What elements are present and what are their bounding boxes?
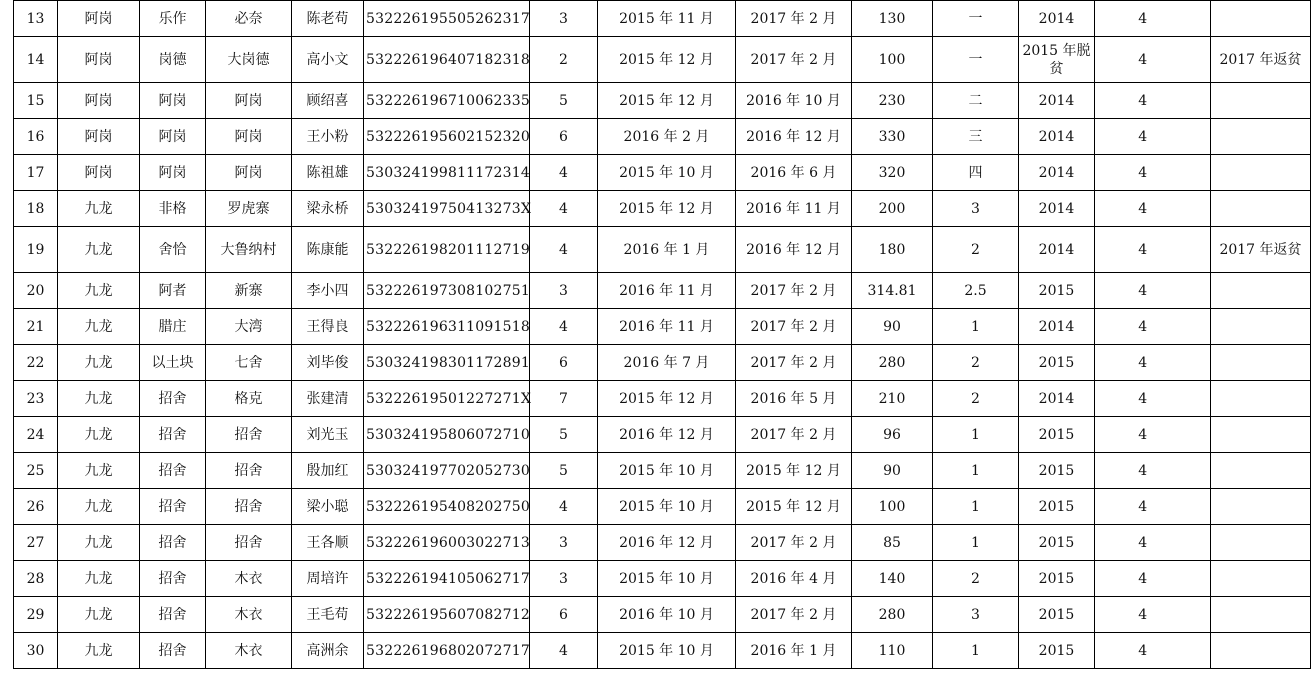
cell-grade: 4 — [1095, 309, 1191, 345]
cell-id-number: 532226194105062717 — [364, 561, 530, 597]
cell-township: 九龙 — [58, 525, 140, 561]
table-row — [14, 453, 1311, 489]
cell-spacer — [1191, 309, 1211, 345]
table-row — [14, 525, 1311, 561]
cell-township: 九龙 — [58, 191, 140, 227]
cell-end-date: 2016 年 1 月 — [736, 633, 852, 669]
cell-start-date: 2016 年 1 月 — [598, 227, 736, 273]
cell-id-number: 532226196710062335 — [364, 83, 530, 119]
cell-village: 以土块 — [140, 345, 206, 381]
cell-id-number: 530324197702052730 — [364, 453, 530, 489]
cell-area: 280 — [852, 345, 933, 381]
cell-spacer — [1191, 597, 1211, 633]
cell-start-date: 2015 年 11 月 — [598, 1, 736, 37]
cell-year: 2015 — [1019, 525, 1095, 561]
cell-start-date: 2015 年 10 月 — [598, 561, 736, 597]
cell-area: 96 — [852, 417, 933, 453]
cell-township: 九龙 — [58, 273, 140, 309]
cell-village: 招舍 — [140, 381, 206, 417]
cell-id-number: 532226195505262317 — [364, 1, 530, 37]
cell-level: 1 — [933, 633, 1019, 669]
table-row — [14, 597, 1311, 633]
cell-name: 高小文 — [292, 37, 364, 83]
cell-spacer — [1191, 453, 1211, 489]
cell-level: 2 — [933, 381, 1019, 417]
cell-household-size: 5 — [530, 417, 598, 453]
cell-area: 280 — [852, 597, 933, 633]
cell-level: 2 — [933, 561, 1019, 597]
cell-level: 1 — [933, 525, 1019, 561]
cell-level: 2.5 — [933, 273, 1019, 309]
table-row — [14, 37, 1311, 83]
cell-grade: 4 — [1095, 417, 1191, 453]
cell-household-size: 3 — [530, 561, 598, 597]
cell-name: 殷加红 — [292, 453, 364, 489]
cell-spacer — [1191, 191, 1211, 227]
cell-grade: 4 — [1095, 381, 1191, 417]
cell-id-number: 532226196311091518 — [364, 309, 530, 345]
cell-year: 2015 — [1019, 633, 1095, 669]
cell-area: 90 — [852, 309, 933, 345]
cell-grade: 4 — [1095, 633, 1191, 669]
cell-township: 阿岗 — [58, 119, 140, 155]
cell-name: 周培许 — [292, 561, 364, 597]
cell-township: 九龙 — [58, 381, 140, 417]
cell-name: 李小四 — [292, 273, 364, 309]
table-row — [14, 381, 1311, 417]
cell-group: 阿岗 — [206, 155, 292, 191]
cell-id-number: 530324195806072710 — [364, 417, 530, 453]
cell-group: 大湾 — [206, 309, 292, 345]
cell-note — [1211, 525, 1311, 561]
household-table — [13, 0, 1311, 669]
cell-year: 2014 — [1019, 119, 1095, 155]
cell-household-size: 4 — [530, 309, 598, 345]
cell-note: 2017 年返贫 — [1211, 227, 1311, 273]
cell-group: 招舍 — [206, 453, 292, 489]
cell-household-size: 4 — [530, 489, 598, 525]
cell-spacer — [1191, 381, 1211, 417]
cell-year: 2015 — [1019, 273, 1095, 309]
cell-end-date: 2016 年 12 月 — [736, 119, 852, 155]
cell-group: 大鲁纳村 — [206, 227, 292, 273]
cell-number: 17 — [14, 155, 58, 191]
cell-end-date: 2016 年 12 月 — [736, 227, 852, 273]
cell-spacer — [1191, 417, 1211, 453]
cell-village: 招舍 — [140, 561, 206, 597]
cell-id-number: 532226196802072717 — [364, 633, 530, 669]
cell-township: 阿岗 — [58, 155, 140, 191]
cell-grade: 4 — [1095, 191, 1191, 227]
cell-grade: 4 — [1095, 489, 1191, 525]
cell-start-date: 2015 年 12 月 — [598, 37, 736, 83]
cell-start-date: 2016 年 11 月 — [598, 273, 736, 309]
cell-spacer — [1191, 155, 1211, 191]
cell-area: 314.81 — [852, 273, 933, 309]
cell-id-number: 530324198301172891 — [364, 345, 530, 381]
cell-group: 七舍 — [206, 345, 292, 381]
cell-township: 阿岗 — [58, 83, 140, 119]
cell-spacer — [1191, 227, 1211, 273]
cell-level: 2 — [933, 227, 1019, 273]
cell-spacer — [1191, 273, 1211, 309]
cell-village: 招舍 — [140, 489, 206, 525]
cell-spacer — [1191, 119, 1211, 155]
cell-group: 木衣 — [206, 561, 292, 597]
cell-number: 24 — [14, 417, 58, 453]
cell-note — [1211, 191, 1311, 227]
cell-number: 14 — [14, 37, 58, 83]
cell-village: 阿岗 — [140, 155, 206, 191]
cell-household-size: 5 — [530, 453, 598, 489]
cell-note — [1211, 489, 1311, 525]
cell-area: 180 — [852, 227, 933, 273]
cell-village: 阿岗 — [140, 119, 206, 155]
cell-start-date: 2015 年 10 月 — [598, 453, 736, 489]
cell-village: 岗德 — [140, 37, 206, 83]
cell-end-date: 2017 年 2 月 — [736, 37, 852, 83]
cell-id-number: 532226195408202750 — [364, 489, 530, 525]
cell-note — [1211, 381, 1311, 417]
table-row — [14, 83, 1311, 119]
cell-township: 九龙 — [58, 633, 140, 669]
cell-spacer — [1191, 83, 1211, 119]
cell-village: 阿岗 — [140, 83, 206, 119]
cell-end-date: 2016 年 4 月 — [736, 561, 852, 597]
cell-start-date: 2016 年 11 月 — [598, 309, 736, 345]
cell-end-date: 2016 年 6 月 — [736, 155, 852, 191]
table-row — [14, 155, 1311, 191]
cell-household-size: 6 — [530, 119, 598, 155]
cell-year: 2014 — [1019, 227, 1095, 273]
cell-id-number: 532226195607082712 — [364, 597, 530, 633]
cell-id-number: 53032419750413273X — [364, 191, 530, 227]
cell-household-size: 7 — [530, 381, 598, 417]
cell-number: 16 — [14, 119, 58, 155]
cell-number: 20 — [14, 273, 58, 309]
cell-group: 阿岗 — [206, 83, 292, 119]
cell-household-size: 4 — [530, 227, 598, 273]
cell-grade: 4 — [1095, 273, 1191, 309]
cell-start-date: 2015 年 12 月 — [598, 83, 736, 119]
cell-note — [1211, 597, 1311, 633]
cell-name: 陈康能 — [292, 227, 364, 273]
cell-end-date: 2017 年 2 月 — [736, 525, 852, 561]
cell-grade: 4 — [1095, 453, 1191, 489]
cell-township: 阿岗 — [58, 1, 140, 37]
cell-group: 罗虎寨 — [206, 191, 292, 227]
cell-level: 三 — [933, 119, 1019, 155]
cell-start-date: 2016 年 12 月 — [598, 525, 736, 561]
cell-household-size: 3 — [530, 273, 598, 309]
table-row — [14, 273, 1311, 309]
cell-number: 19 — [14, 227, 58, 273]
cell-year: 2014 — [1019, 83, 1095, 119]
cell-year: 2015 — [1019, 561, 1095, 597]
cell-village: 舍恰 — [140, 227, 206, 273]
cell-level: 二 — [933, 83, 1019, 119]
cell-group: 招舍 — [206, 525, 292, 561]
cell-name: 顾绍喜 — [292, 83, 364, 119]
cell-year: 2014 — [1019, 381, 1095, 417]
cell-village: 招舍 — [140, 633, 206, 669]
cell-year: 2015 — [1019, 489, 1095, 525]
cell-township: 九龙 — [58, 597, 140, 633]
cell-name: 王得良 — [292, 309, 364, 345]
cell-year: 2014 — [1019, 1, 1095, 37]
table-row — [14, 1, 1311, 37]
cell-name: 梁小聪 — [292, 489, 364, 525]
cell-start-date: 2016 年 10 月 — [598, 597, 736, 633]
cell-start-date: 2015 年 12 月 — [598, 191, 736, 227]
cell-grade: 4 — [1095, 1, 1191, 37]
cell-area: 320 — [852, 155, 933, 191]
cell-note — [1211, 273, 1311, 309]
cell-year: 2015 — [1019, 597, 1095, 633]
cell-id-number: 532226196407182318 — [364, 37, 530, 83]
cell-spacer — [1191, 345, 1211, 381]
cell-area: 330 — [852, 119, 933, 155]
cell-number: 29 — [14, 597, 58, 633]
cell-id-number: 532226196003022713 — [364, 525, 530, 561]
cell-level: 1 — [933, 417, 1019, 453]
cell-note — [1211, 561, 1311, 597]
cell-number: 25 — [14, 453, 58, 489]
table-row — [14, 227, 1311, 273]
cell-end-date: 2016 年 11 月 — [736, 191, 852, 227]
cell-township: 九龙 — [58, 417, 140, 453]
cell-village: 腊庄 — [140, 309, 206, 345]
cell-end-date: 2017 年 2 月 — [736, 417, 852, 453]
cell-area: 110 — [852, 633, 933, 669]
cell-area: 200 — [852, 191, 933, 227]
cell-start-date: 2016 年 7 月 — [598, 345, 736, 381]
cell-number: 23 — [14, 381, 58, 417]
cell-level: 1 — [933, 309, 1019, 345]
cell-village: 招舍 — [140, 417, 206, 453]
cell-number: 18 — [14, 191, 58, 227]
cell-number: 30 — [14, 633, 58, 669]
table-row — [14, 417, 1311, 453]
table-row — [14, 191, 1311, 227]
cell-grade: 4 — [1095, 37, 1191, 83]
cell-grade: 4 — [1095, 83, 1191, 119]
cell-year: 2015 — [1019, 345, 1095, 381]
cell-number: 13 — [14, 1, 58, 37]
cell-grade: 4 — [1095, 119, 1191, 155]
cell-end-date: 2017 年 2 月 — [736, 345, 852, 381]
cell-grade: 4 — [1095, 561, 1191, 597]
cell-level: 1 — [933, 453, 1019, 489]
cell-level: 3 — [933, 597, 1019, 633]
cell-number: 26 — [14, 489, 58, 525]
cell-group: 招舍 — [206, 417, 292, 453]
cell-group: 木衣 — [206, 597, 292, 633]
cell-spacer — [1191, 525, 1211, 561]
cell-id-number: 53222619501227271X — [364, 381, 530, 417]
cell-note — [1211, 1, 1311, 37]
cell-household-size: 4 — [530, 191, 598, 227]
table-row — [14, 633, 1311, 669]
cell-level: 一 — [933, 37, 1019, 83]
cell-name: 王毛苟 — [292, 597, 364, 633]
cell-spacer — [1191, 37, 1211, 83]
cell-note — [1211, 83, 1311, 119]
cell-group: 招舍 — [206, 489, 292, 525]
cell-spacer — [1191, 633, 1211, 669]
cell-note — [1211, 119, 1311, 155]
cell-number: 28 — [14, 561, 58, 597]
cell-name: 陈祖雄 — [292, 155, 364, 191]
cell-level: 一 — [933, 1, 1019, 37]
cell-area: 140 — [852, 561, 933, 597]
cell-area: 130 — [852, 1, 933, 37]
cell-name: 王小粉 — [292, 119, 364, 155]
cell-household-size: 6 — [530, 345, 598, 381]
cell-area: 85 — [852, 525, 933, 561]
cell-name: 王各顺 — [292, 525, 364, 561]
cell-household-size: 2 — [530, 37, 598, 83]
cell-township: 九龙 — [58, 489, 140, 525]
cell-number: 21 — [14, 309, 58, 345]
cell-spacer — [1191, 561, 1211, 597]
cell-village: 阿者 — [140, 273, 206, 309]
cell-household-size: 4 — [530, 633, 598, 669]
cell-township: 九龙 — [58, 227, 140, 273]
cell-year: 2014 — [1019, 309, 1095, 345]
cell-end-date: 2017 年 2 月 — [736, 1, 852, 37]
cell-area: 230 — [852, 83, 933, 119]
cell-number: 27 — [14, 525, 58, 561]
cell-name: 刘毕俊 — [292, 345, 364, 381]
cell-end-date: 2017 年 2 月 — [736, 309, 852, 345]
cell-township: 九龙 — [58, 453, 140, 489]
cell-group: 木衣 — [206, 633, 292, 669]
table-row — [14, 345, 1311, 381]
cell-township: 阿岗 — [58, 37, 140, 83]
cell-start-date: 2016 年 2 月 — [598, 119, 736, 155]
cell-name: 梁永桥 — [292, 191, 364, 227]
cell-note — [1211, 155, 1311, 191]
cell-note — [1211, 633, 1311, 669]
table-row — [14, 561, 1311, 597]
cell-level: 2 — [933, 345, 1019, 381]
cell-household-size: 3 — [530, 525, 598, 561]
cell-group: 阿岗 — [206, 119, 292, 155]
table-row — [14, 489, 1311, 525]
cell-township: 九龙 — [58, 309, 140, 345]
cell-grade: 4 — [1095, 597, 1191, 633]
cell-note — [1211, 345, 1311, 381]
cell-level: 1 — [933, 489, 1019, 525]
cell-year: 2015 — [1019, 453, 1095, 489]
cell-spacer — [1191, 489, 1211, 525]
cell-start-date: 2015 年 10 月 — [598, 633, 736, 669]
cell-village: 非格 — [140, 191, 206, 227]
cell-name: 刘光玉 — [292, 417, 364, 453]
cell-area: 100 — [852, 489, 933, 525]
cell-number: 15 — [14, 83, 58, 119]
cell-year: 2015 年脱贫 — [1019, 37, 1095, 83]
cell-id-number: 532226195602152320 — [364, 119, 530, 155]
cell-township: 九龙 — [58, 345, 140, 381]
cell-group: 大岗德 — [206, 37, 292, 83]
cell-year: 2014 — [1019, 191, 1095, 227]
cell-township: 九龙 — [58, 561, 140, 597]
cell-household-size: 5 — [530, 83, 598, 119]
cell-level: 3 — [933, 191, 1019, 227]
cell-id-number: 532226198201112719 — [364, 227, 530, 273]
cell-start-date: 2016 年 12 月 — [598, 417, 736, 453]
cell-group: 新寨 — [206, 273, 292, 309]
cell-id-number: 530324199811172314 — [364, 155, 530, 191]
cell-village: 招舍 — [140, 525, 206, 561]
cell-end-date: 2015 年 12 月 — [736, 453, 852, 489]
cell-spacer — [1191, 1, 1211, 37]
cell-area: 90 — [852, 453, 933, 489]
cell-note — [1211, 417, 1311, 453]
cell-area: 210 — [852, 381, 933, 417]
cell-end-date: 2017 年 2 月 — [736, 273, 852, 309]
cell-end-date: 2016 年 5 月 — [736, 381, 852, 417]
cell-year: 2015 — [1019, 417, 1095, 453]
cell-note: 2017 年返贫 — [1211, 37, 1311, 83]
cell-start-date: 2015 年 10 月 — [598, 489, 736, 525]
cell-year: 2014 — [1019, 155, 1095, 191]
cell-grade: 4 — [1095, 525, 1191, 561]
cell-end-date: 2016 年 10 月 — [736, 83, 852, 119]
cell-note — [1211, 309, 1311, 345]
cell-end-date: 2017 年 2 月 — [736, 597, 852, 633]
cell-household-size: 6 — [530, 597, 598, 633]
cell-group: 必奈 — [206, 1, 292, 37]
cell-grade: 4 — [1095, 227, 1191, 273]
cell-start-date: 2015 年 12 月 — [598, 381, 736, 417]
cell-name: 陈老苟 — [292, 1, 364, 37]
cell-name: 张建清 — [292, 381, 364, 417]
table-row — [14, 119, 1311, 155]
cell-village: 乐作 — [140, 1, 206, 37]
cell-end-date: 2015 年 12 月 — [736, 489, 852, 525]
cell-area: 100 — [852, 37, 933, 83]
cell-number: 22 — [14, 345, 58, 381]
cell-start-date: 2015 年 10 月 — [598, 155, 736, 191]
cell-name: 高洲余 — [292, 633, 364, 669]
cell-grade: 4 — [1095, 155, 1191, 191]
cell-id-number: 532226197308102751 — [364, 273, 530, 309]
cell-grade: 4 — [1095, 345, 1191, 381]
cell-level: 四 — [933, 155, 1019, 191]
table-row — [14, 309, 1311, 345]
cell-village: 招舍 — [140, 453, 206, 489]
cell-village: 招舍 — [140, 597, 206, 633]
cell-group: 格克 — [206, 381, 292, 417]
cell-household-size: 4 — [530, 155, 598, 191]
cell-note — [1211, 453, 1311, 489]
cell-household-size: 3 — [530, 1, 598, 37]
